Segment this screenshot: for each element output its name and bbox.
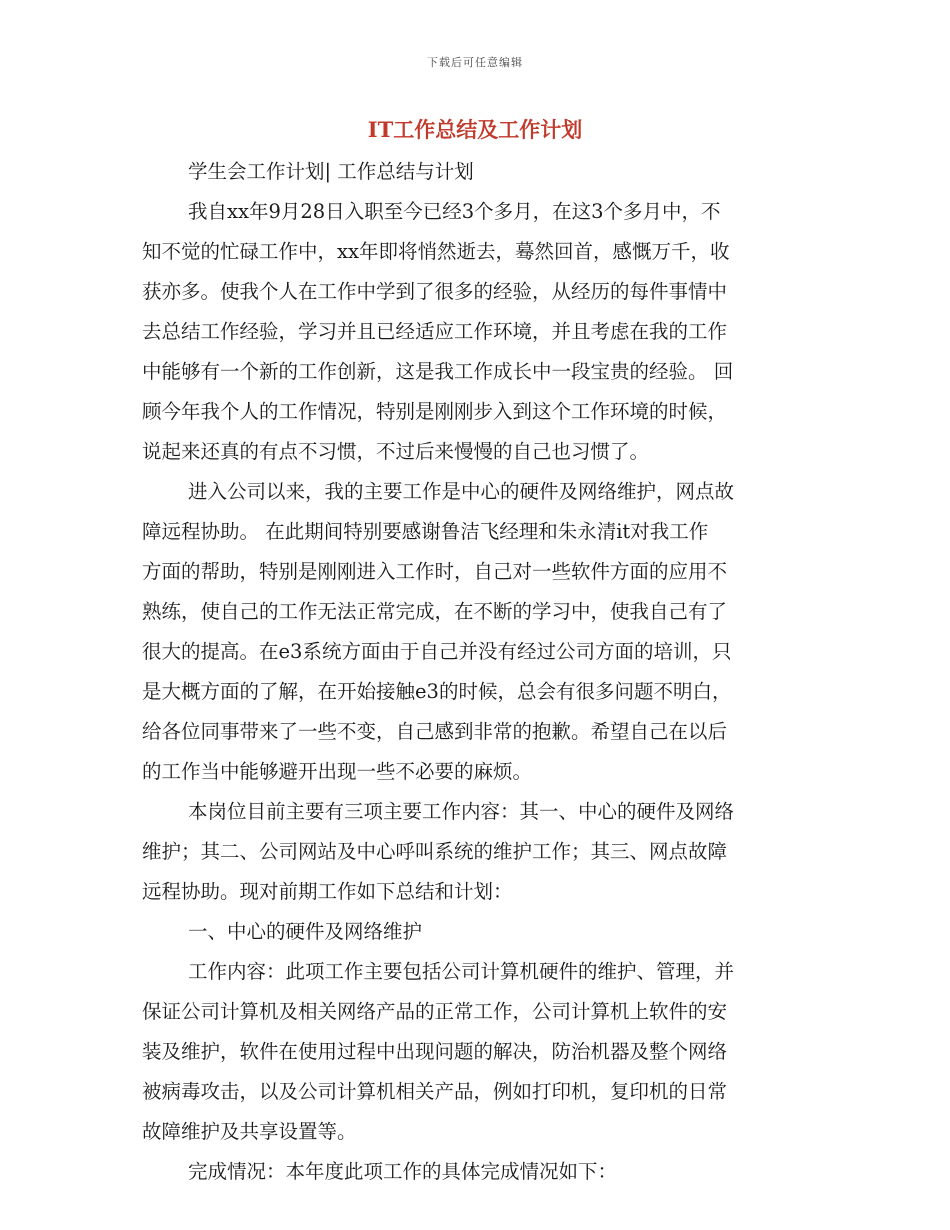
body-line: 是大概方面的了解，在开始接触e3的时候，总会有很多问题不明白， [142, 680, 732, 703]
document-title: IT工作总结及工作计划 [367, 117, 583, 142]
body-line: 维护；其二、公司网站及中心呼叫系统的维护工作；其三、网点故障 [142, 840, 728, 863]
body-line: 知不觉的忙碌工作中，xx年即将悄然逝去，蓦然回首，感慨万千，收 [142, 240, 730, 263]
body-line: 顾今年我个人的工作情况，特别是刚刚步入到这个工作环境的时候， [142, 400, 728, 423]
body-line: 装及维护，软件在使用过程中出现问题的解决，防治机器及整个网络 [142, 1040, 728, 1063]
section-heading: 一、中心的硬件及网络维护 [188, 920, 423, 943]
body-line: 工作内容：此项工作主要包括公司计算机硬件的维护、管理，并 [188, 960, 735, 983]
document-body [142, 152, 810, 1192]
body-line: 去总结工作经验，学习并且已经适应工作环境，并且考虑在我的工作 [142, 320, 728, 343]
body-line: 完成情况：本年度此项工作的具体完成情况如下： [188, 1160, 618, 1183]
body-line: 我自xx年9月28日入职至今已经3个多月，在这3个多月中，不 [188, 200, 721, 223]
body-line: 保证公司计算机及相关网络产品的正常工作，公司计算机上软件的安 [142, 1000, 728, 1023]
body-line: 被病毒攻击，以及公司计算机相关产品，例如打印机，复印机的日常 [142, 1080, 728, 1103]
body-line: 很大的提高。在e3系统方面由于自己并没有经过公司方面的培训，只 [142, 640, 732, 663]
body-line: 说起来还真的有点不习惯，不过后来慢慢的自己也习惯了。 [142, 440, 650, 463]
body-line: 的工作当中能够避开出现一些不必要的麻烦。 [142, 760, 533, 783]
body-line: 故障维护及共享设置等。 [142, 1120, 357, 1143]
body-line: 远程协助。现对前期工作如下总结和计划： [142, 880, 513, 903]
body-line: 获亦多。使我个人在工作中学到了很多的经验，从经历的每件事情中 [142, 280, 728, 303]
body-line: 进入公司以来，我的主要工作是中心的硬件及网络维护，网点故 [188, 480, 735, 503]
body-line: 本岗位目前主要有三项主要工作内容：其一、中心的硬件及网络 [188, 800, 735, 823]
body-line: 学生会工作计划| 工作总结与计划 [188, 160, 474, 183]
page-header-note: 下载后可任意编辑 [427, 56, 523, 69]
body-line: 方面的帮助，特别是刚刚进入工作时，自己对一些软件方面的应用不 [142, 560, 728, 583]
body-line: 障远程协助。 在此期间特别要感谢鲁洁飞经理和朱永清it对我工作 [142, 520, 709, 543]
body-line: 熟练，使自己的工作无法正常完成，在不断的学习中，使我自己有了 [142, 600, 728, 623]
body-line: 给各位同事带来了一些不变，自己感到非常的抱歉。希望自己在以后 [142, 720, 728, 743]
body-line: 中能够有一个新的工作创新，这是我工作成长中一段宝贵的经验。 回 [142, 360, 734, 383]
